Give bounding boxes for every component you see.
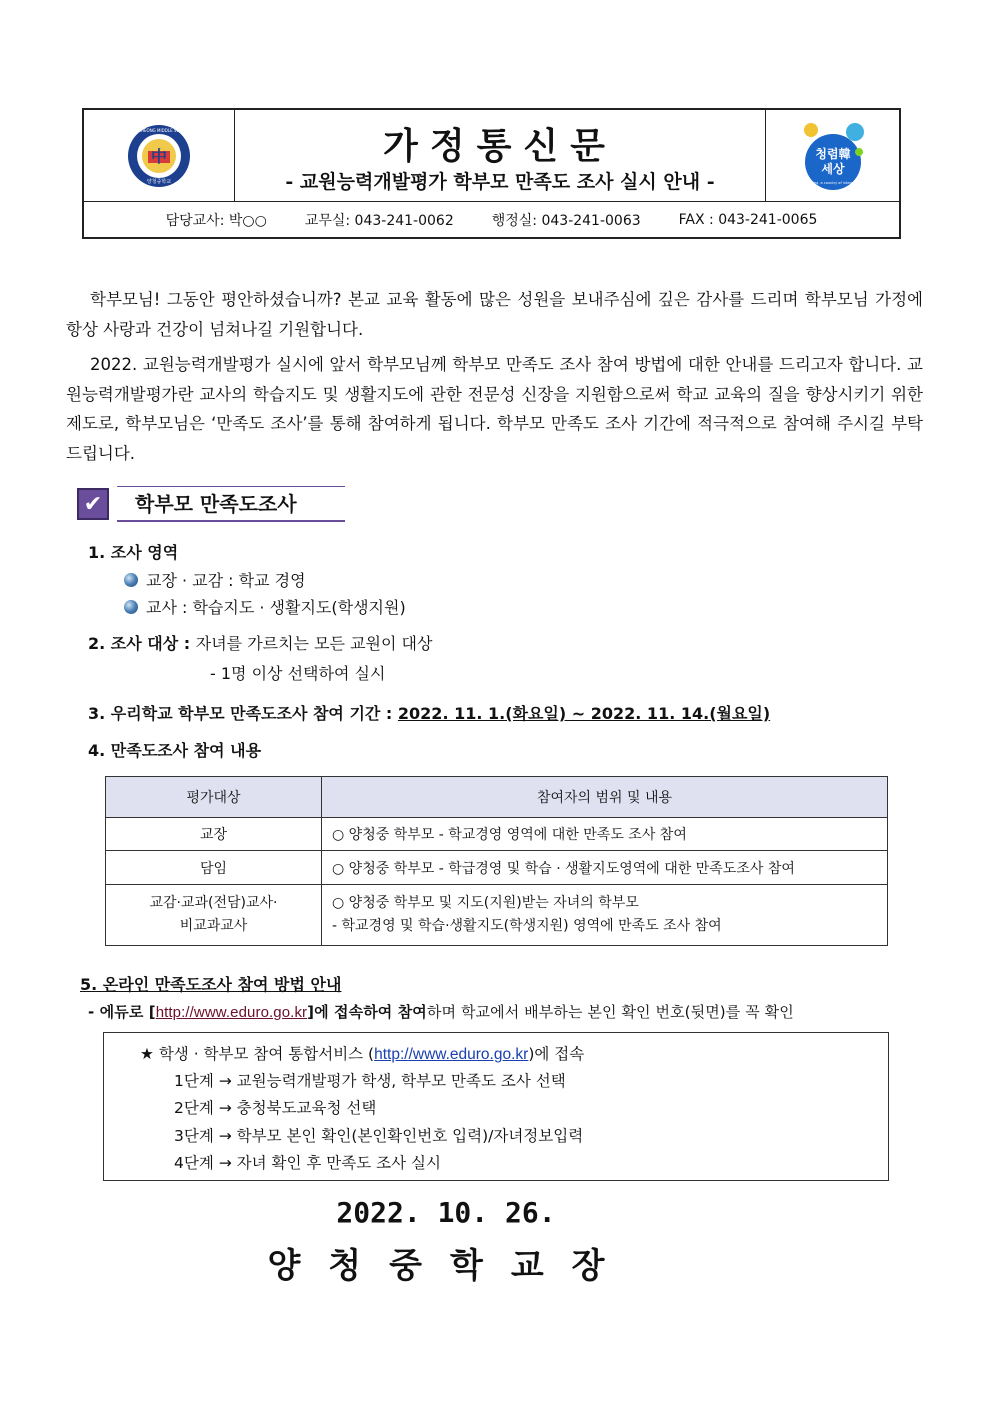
intro-paragraph-1: 학부모님! 그동안 평안하셨습니까? 본교 교육 활동에 많은 성원을 보내주심에 깊은 감사를 드리며 학부모님 가정에 항상 사랑과 건강이 넘쳐나길 기원합니다. [66, 290, 923, 339]
integrity-logo-icon [795, 118, 871, 194]
school-logo-cell [84, 110, 235, 202]
table-cell-content: ○ 양청중 학부모 - 학급경영 및 학습 · 생활지도영역에 대한 만족도조사 참여 [322, 851, 888, 885]
item-4-title: 4. 만족도조사 참여 내용 [88, 741, 262, 760]
integrity-logo-text2: 세상 [820, 162, 845, 176]
title-cell [235, 110, 765, 202]
table-cell-content-line-2: - 학교경영 및 학습·생활지도(학생지원) 영역에 만족도 조사 참여 [332, 918, 722, 934]
section-title: 학부모 만족도조사 [117, 486, 345, 522]
item-2-sub: - 1명 이상 선택하여 실시 [210, 664, 386, 683]
table-cell-content [322, 885, 888, 946]
eduro-link[interactable]: http://www.eduro.go.kr [155, 1004, 308, 1021]
item-2-title-line [88, 631, 432, 654]
contact-admin: 행정실: 043-241-0063 [491, 212, 641, 229]
item-1-bullet-1 [124, 568, 306, 591]
table-cell-target: 담임 [106, 851, 322, 885]
step-1: 1단계 → 교원능력개발평가 학생, 학부모 만족도 조사 선택 [174, 1072, 566, 1090]
blue-ball-icon [124, 573, 138, 587]
table-row [106, 818, 888, 851]
table-row [106, 851, 888, 885]
step-2: 2단계 → 충청북도교육청 선택 [174, 1099, 377, 1117]
school-emblem-icon [126, 123, 192, 189]
contact-teacher: 담당교사: 박○○ [165, 212, 267, 229]
item-3-period: 2022. 11. 1.(화요일) ~ 2022. 11. 14.(월요일) [397, 704, 771, 723]
eduro-link-2[interactable]: http://www.eduro.go.kr [374, 1046, 529, 1063]
step-4: 4단계 → 자녀 확인 후 만족도 조사 실시 [174, 1154, 441, 1172]
school-emblem-ring-text: YANGCHEONG MIDDLE SCHOOL [127, 128, 191, 133]
table-header-target: 평가대상 [106, 777, 322, 818]
steps-header-text: ★ 학생 · 학부모 참여 통합서비스 ( [140, 1045, 375, 1063]
intro-paragraph-2: 2022. 교원능력개발평가 실시에 앞서 학부모님께 학부모 만족도 조사 참여 방법에 대한 안내를 드리고자 합니다. 교원능력개발평가란 교사의 학습지도 및 생활지도에 관한 전문성 신장을 지원함으로써 학교 교육의 질을 향상시키기 위한 제도로, 학부모님은 ‘만족도 조사’를 통해 참여하게 됩니다. 학부모 만족도 조사 기간에 적극적으로 참여해 주시길 부탁드립니다. [66, 355, 923, 463]
table-cell-target: 교장 [106, 818, 322, 851]
table-header-content: 참여자의 범위 및 내용 [322, 777, 888, 818]
issue-date: 2022. 10. 26. [336, 1196, 556, 1229]
school-emblem-char: 中 [150, 147, 168, 166]
table-cell-content-line-1: ○ 양청중 학부모 및 지도(지원)받는 자녀의 학부모 [332, 895, 639, 911]
table-cell-content: ○ 양청중 학부모 - 학교경영 영역에 대한 만족도 조사 참여 [322, 818, 888, 851]
item-1-title: 1. 조사 영역 [88, 543, 179, 562]
table-cell-target [106, 885, 322, 946]
letter-header [82, 108, 901, 239]
item-2-text: 자녀를 가르치는 모든 교원이 대상 [195, 634, 433, 653]
item-1-bullet-2-text: 교사 : 학습지도 · 생활지도(학생지원) [146, 598, 406, 617]
steps-box [103, 1032, 889, 1181]
item-5-title: 5. 온라인 만족도조사 참여 방법 안내 [80, 975, 342, 994]
table-row [106, 885, 888, 946]
school-emblem-bottom-text: 양청중학교 [146, 179, 172, 185]
contact-office: 교무실: 043-241-0062 [304, 212, 454, 229]
item-1-bullet-1-text: 교장 · 교감 : 학교 경영 [146, 571, 306, 590]
item-3-line [88, 701, 770, 724]
checkmark-icon: ✔ [77, 488, 109, 520]
item-5-prefix: - 에듀로 [ [88, 1003, 156, 1021]
item-5-instruction [88, 1001, 794, 1022]
item-5-suffix: 하며 학교에서 배부하는 본인 확인 번호(뒷면)를 꼭 확인 [426, 1003, 794, 1021]
item-1-bullet-2 [124, 595, 406, 618]
table-header-row [106, 777, 888, 818]
item-2-title: 2. 조사 대상 : [88, 634, 191, 653]
page-subtitle: - 교원능력개발평가 학부모 만족도 조사 실시 안내 - [285, 171, 715, 193]
survey-table [105, 776, 888, 946]
page-title: 가정통신문 [383, 125, 617, 167]
step-3: 3단계 → 학부모 본인 확인(본인확인번호 입력)/자녀정보입력 [174, 1127, 584, 1145]
blue-ball-icon [124, 600, 138, 614]
table-cell-target-line-2: 비교과교사 [179, 918, 248, 934]
integrity-logo-text3: Korea, a country of integrity [807, 181, 858, 185]
contact-fax: FAX : 043-241-0065 [678, 211, 818, 228]
item-5-mid: ]에 접속하여 참여 [307, 1003, 427, 1021]
integrity-logo-text1: 청렴韓 [814, 147, 851, 161]
signer: 양청중학교장 [267, 1246, 633, 1286]
item-3-title: 3. 우리학교 학부모 만족도조사 참여 기간 : [88, 704, 393, 723]
steps-header [140, 1042, 584, 1064]
integrity-logo-cell [765, 110, 899, 202]
table-cell-target-line-1: 교감·교과(전담)교사· [149, 895, 278, 911]
section-heading [77, 486, 345, 524]
header-top-row [84, 110, 899, 202]
steps-header-end: )에 접속 [528, 1045, 585, 1063]
contact-row [84, 202, 899, 237]
